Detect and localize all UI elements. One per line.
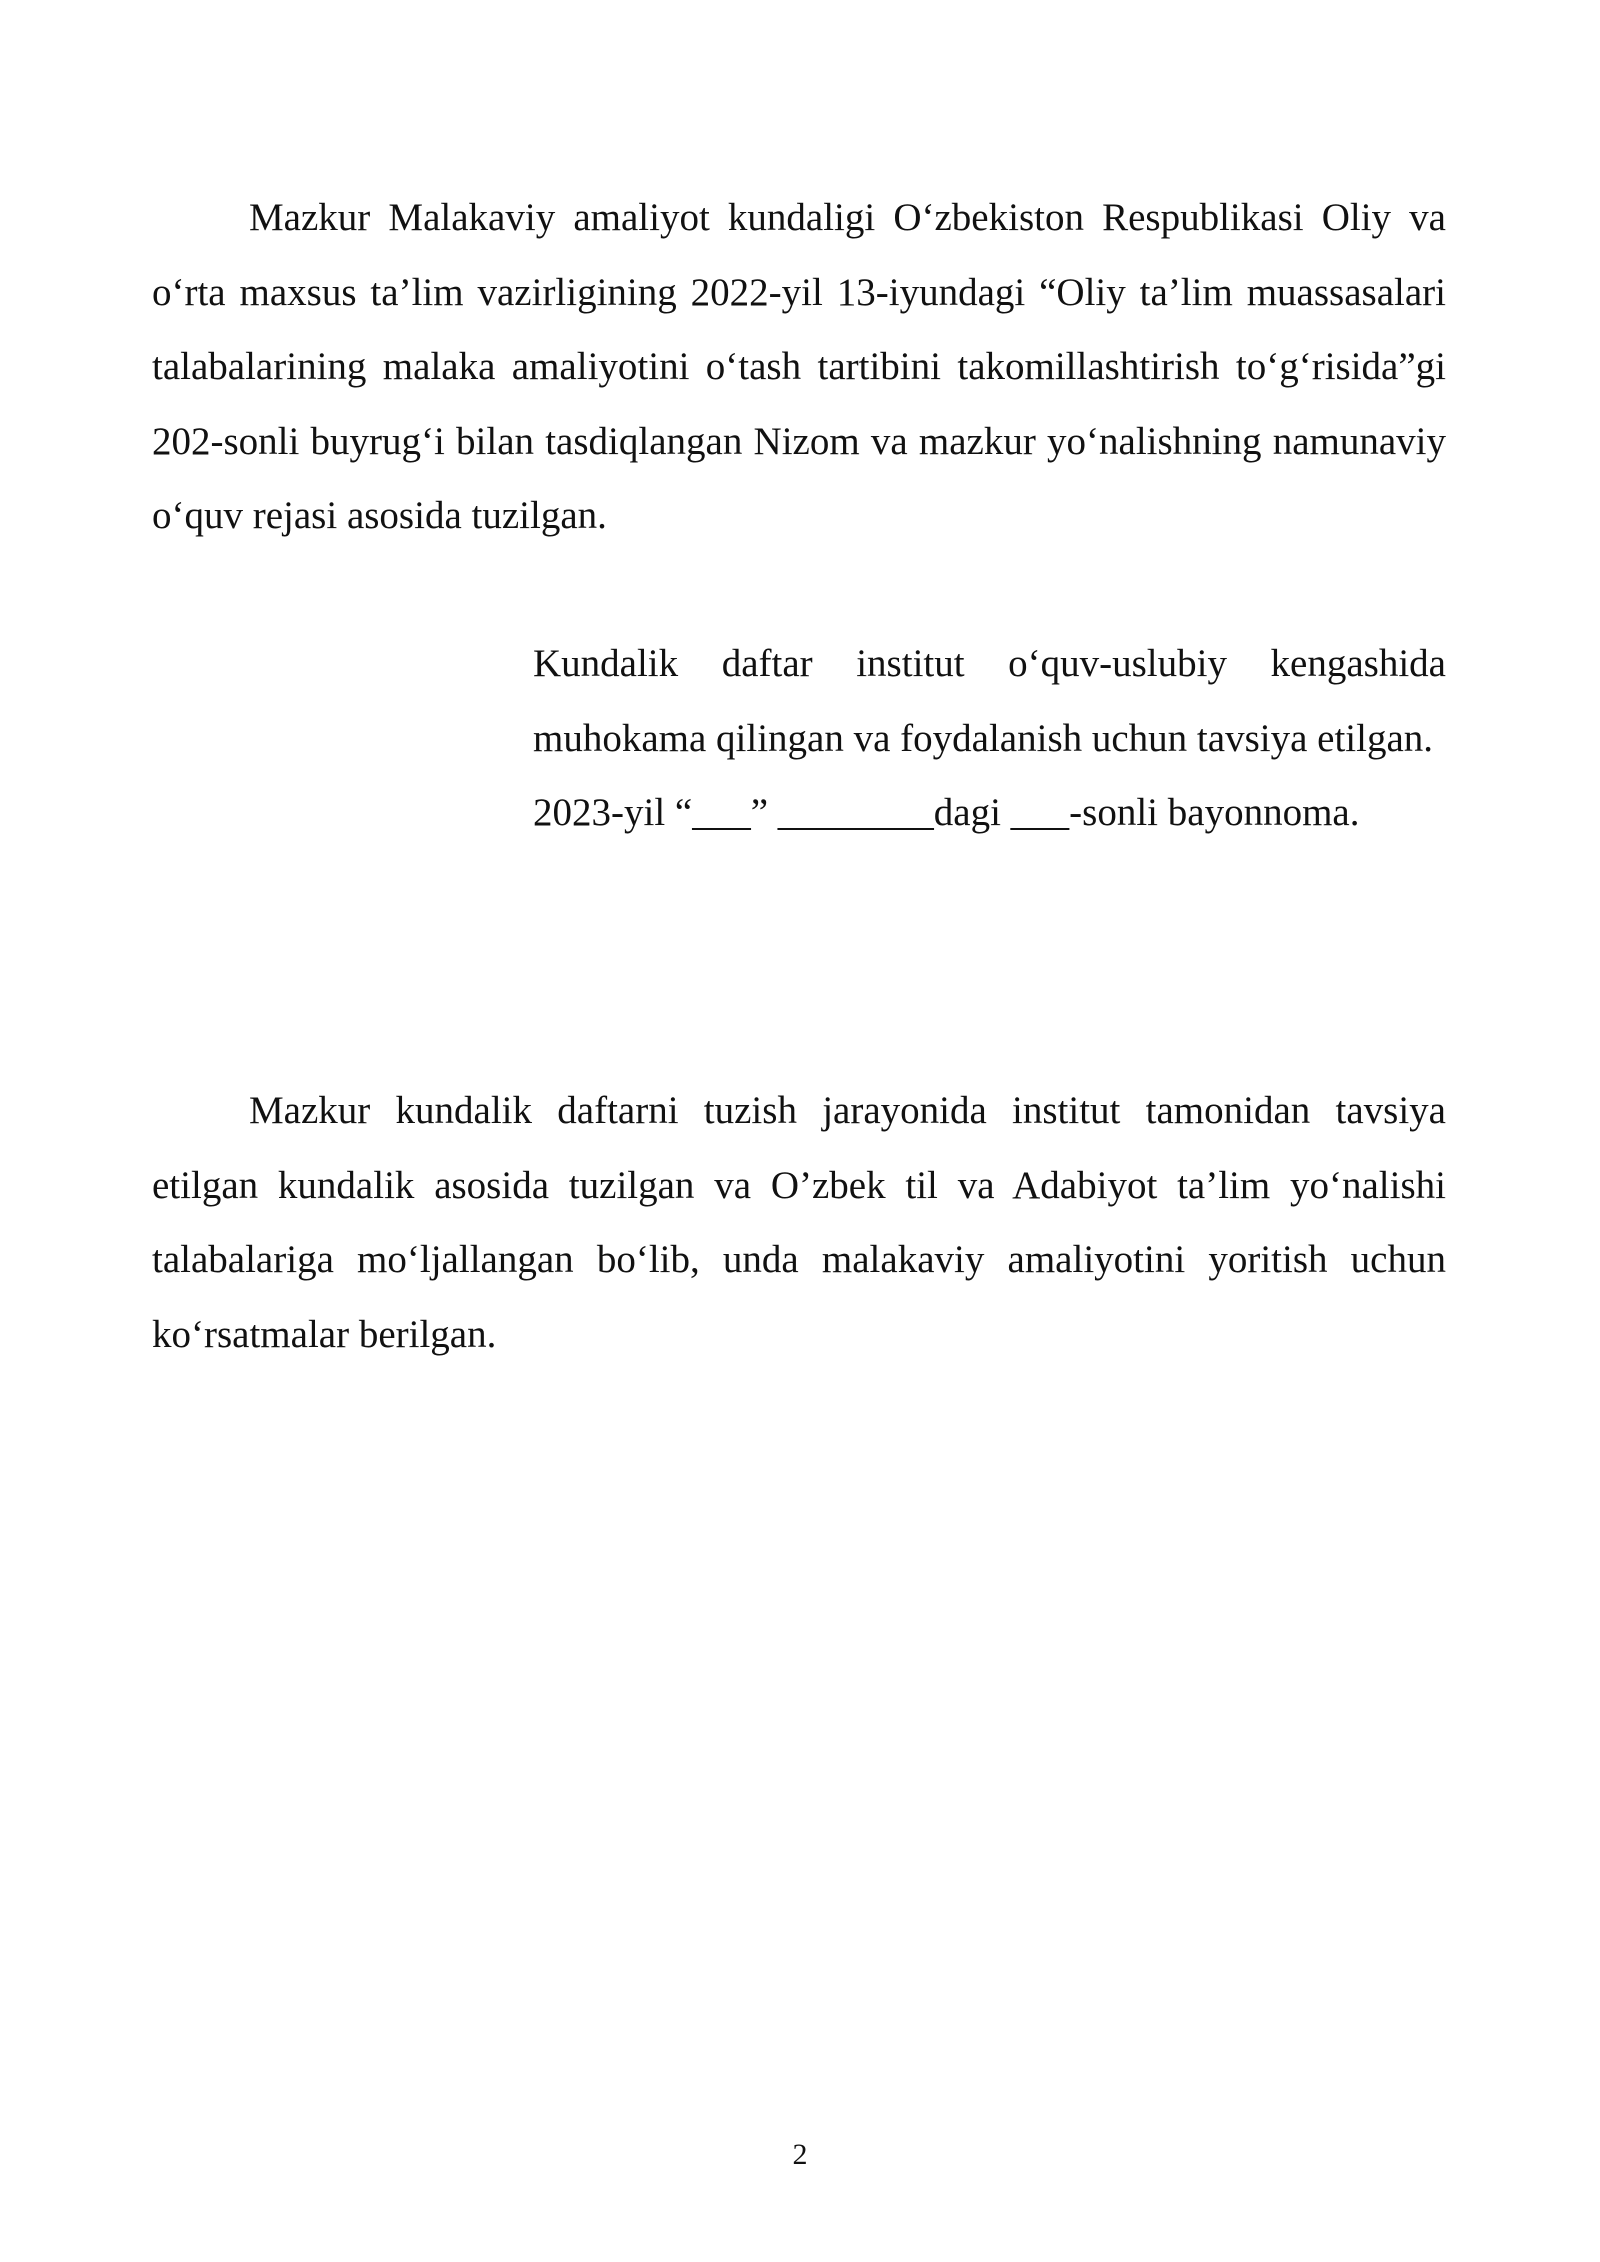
approval-block [533,627,1446,851]
intro-paragraph: Mazkur Malakaviy amaliyot kundaligi O‘zbekiston Respublikasi Oliy va o‘rta maxsus ta’lim vazirligining 2022-yil 13-iyundagi “Oliy ta’lim muassasalari talabalarining malaka amaliyotini o‘tash tartibini takomillashtirish to‘g‘risida”gi 202-sonli buyrug‘i bilan tasdiqlangan Nizom va mazkur yo‘nalishning namunaviy o‘quv rejasi asosida tuzilgan. [152,196,1446,537]
approval-text: Kundalik daftar institut o‘quv-uslubiy kengashida muhokama qilingan va foydalanish uchun tavsiya etilgan. [533,642,1446,760]
protocol-line: 2023-yil “___” ________dagi ___-sonli bayonnoma. [533,791,1360,834]
description-paragraph: Mazkur kundalik daftarni tuzish jarayonida institut tamonidan tavsiya etilgan kundalik asosida tuzilgan va O’zbek til va Adabiyot ta’lim yo‘nalishi talabalariga mo‘ljallangan bo‘lib, unda malakaviy amaliyotini yoritish uchun ko‘rsatmalar berilgan. [152,1089,1446,1356]
page-number: 2 [792,2138,808,2171]
